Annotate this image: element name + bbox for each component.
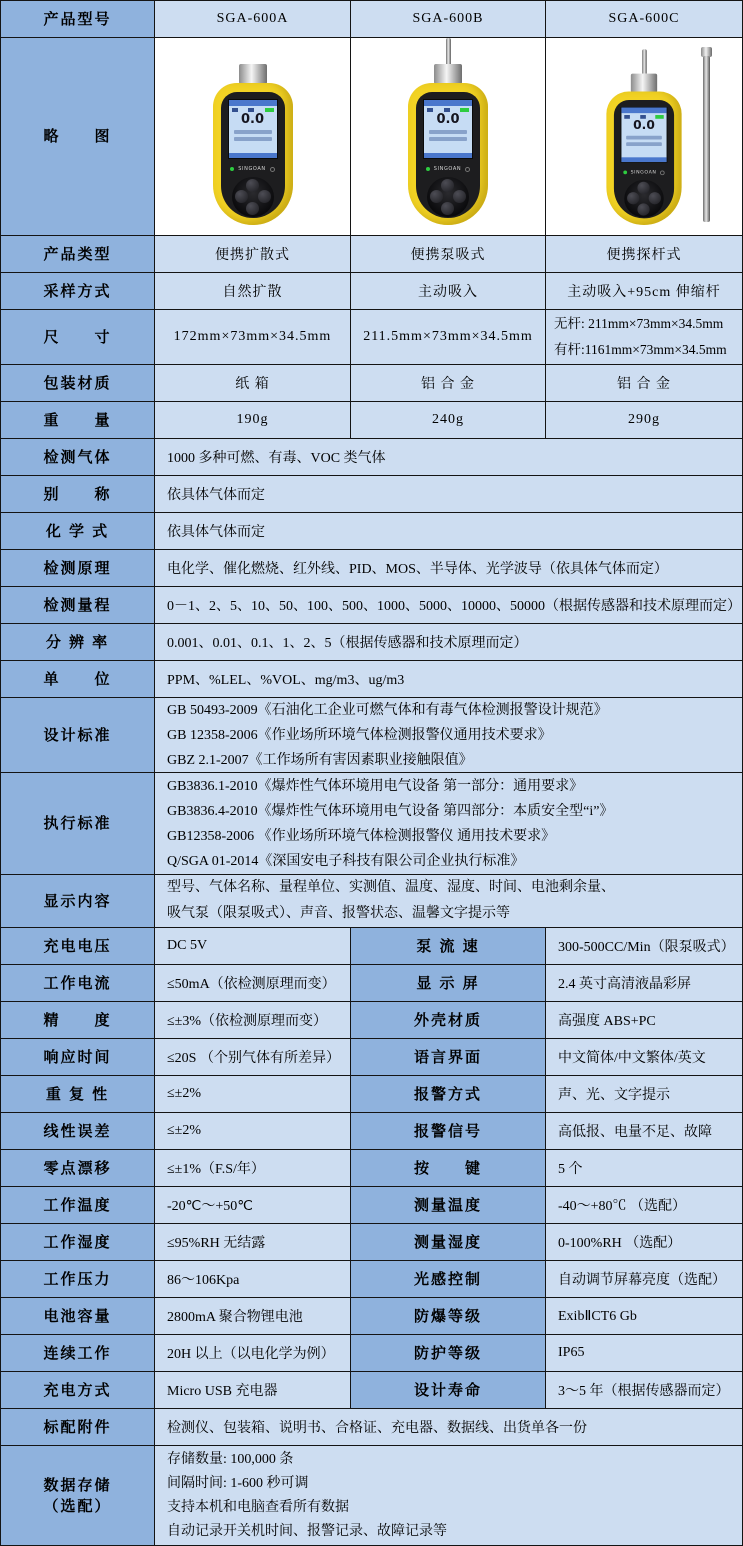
standard-line: Q/SGA 01-2014《深国安电子科技有限公司企业执行标准》 bbox=[167, 853, 525, 869]
spec-label-left: 精 度 bbox=[1, 1002, 155, 1039]
gas-reading: 0.0 bbox=[436, 112, 460, 127]
spec-value-left: DC 5V bbox=[155, 928, 351, 965]
spec-label-left: 电池容量 bbox=[1, 1298, 155, 1335]
device-screen bbox=[621, 107, 668, 163]
dimensions-c-line: 有杆:1161mm×73mm×34.5mm bbox=[554, 342, 727, 357]
spec-label-right: 防护等级 bbox=[351, 1335, 546, 1372]
spec-label-right: 光感控制 bbox=[351, 1261, 546, 1298]
spec-value-right: 声、光、文字提示 bbox=[546, 1076, 742, 1113]
row-value: 依具体气体而定 bbox=[155, 476, 742, 513]
row-value: 电化学、催化燃烧、红外线、PID、MOS、半导体、光学波导（依具体气体而定） bbox=[155, 550, 742, 587]
spec-label-right: 报警方式 bbox=[351, 1076, 546, 1113]
speaker-icon bbox=[427, 108, 433, 112]
button-pad bbox=[624, 180, 663, 218]
spec-label-left: 工作温度 bbox=[1, 1187, 155, 1224]
detector-body bbox=[606, 92, 681, 225]
device-illustration-a bbox=[213, 64, 293, 225]
spec-label-left: 充电电压 bbox=[1, 928, 155, 965]
device-screen bbox=[423, 99, 473, 159]
brand-logo: SINGOAN bbox=[433, 165, 462, 172]
standard-line: GB 12358-2006《作业场所环境气体检测报警仪通用技术要求》 bbox=[167, 727, 552, 743]
standard-line: GB 50493-2009《石油化工企业可燃气体和有毒气体检测报警设计规范》 bbox=[167, 702, 608, 718]
dimensions-b: 211.5mm×73mm×34.5mm bbox=[351, 310, 546, 365]
row-label: 检测气体 bbox=[1, 439, 155, 476]
exec-standards-value bbox=[155, 773, 742, 875]
spec-value-left: ≤±2% bbox=[155, 1113, 351, 1150]
cell-value-c: 290g bbox=[546, 402, 742, 439]
device-screen bbox=[228, 99, 278, 159]
spec-label-left: 工作压力 bbox=[1, 1261, 155, 1298]
table-row bbox=[1, 273, 742, 310]
button-pad bbox=[427, 177, 469, 217]
spec-label-right: 防爆等级 bbox=[351, 1298, 546, 1335]
data-storage-line: 自动记录开关机时间、报警记录、故障记录等 bbox=[167, 1523, 447, 1539]
table-row-spec bbox=[1, 1224, 742, 1261]
spec-label-right: 测量温度 bbox=[351, 1187, 546, 1224]
power-icon bbox=[270, 167, 275, 172]
spec-value-left: 20H 以上（以电化学为例） bbox=[155, 1335, 351, 1372]
dimensions-c bbox=[546, 310, 742, 365]
row-label-accessories: 标配附件 bbox=[1, 1409, 155, 1446]
cell-value-a: 纸 箱 bbox=[155, 365, 351, 402]
spec-label-left: 线性误差 bbox=[1, 1113, 155, 1150]
gas-reading: 0.0 bbox=[240, 112, 265, 127]
spec-label-right: 外壳材质 bbox=[351, 1002, 546, 1039]
standard-line: GB3836.4-2010《爆炸性气体环境用电气设备 第四部分：本质安全型“i”》 bbox=[167, 803, 614, 819]
row-label: 检测量程 bbox=[1, 587, 155, 624]
row-label-design-standards: 设计标准 bbox=[1, 698, 155, 773]
device-illustration-b bbox=[408, 38, 488, 225]
model-name-b: SGA-600B bbox=[351, 1, 546, 38]
spec-label-left: 工作电流 bbox=[1, 965, 155, 1002]
spec-value-right: -40～+80℃ （选配） bbox=[546, 1187, 742, 1224]
row-label-dimensions: 尺 寸 bbox=[1, 310, 155, 365]
row-label: 采样方式 bbox=[1, 273, 155, 310]
table-row-spec bbox=[1, 928, 742, 965]
dimensions-c-line: 无杆: 211mm×73mm×34.5mm bbox=[554, 316, 724, 331]
table-row-spec bbox=[1, 1113, 742, 1150]
spec-label-left: 响应时间 bbox=[1, 1039, 155, 1076]
pump-probe bbox=[446, 38, 451, 64]
table-row-design-standards bbox=[1, 698, 742, 773]
accessories-value: 检测仪、包装箱、说明书、合格证、充电器、数据线、出货单各一份 bbox=[155, 1409, 742, 1446]
table-row-data-storage bbox=[1, 1446, 742, 1545]
spec-label-right: 泵 流 速 bbox=[351, 928, 546, 965]
table-row-spec bbox=[1, 1372, 742, 1409]
row-label-model: 产品型号 bbox=[1, 1, 155, 38]
spec-value-left: ≤±3%（依检测原理而变） bbox=[155, 1002, 351, 1039]
spec-value-right: 高低报、电量不足、故障 bbox=[546, 1113, 742, 1150]
spec-value-right: 自动调节屏幕亮度（选配） bbox=[546, 1261, 742, 1298]
gas-reading: 0.0 bbox=[633, 118, 655, 133]
row-label: 包装材质 bbox=[1, 365, 155, 402]
table-row bbox=[1, 439, 742, 476]
spec-value-left: ≤±2% bbox=[155, 1076, 351, 1113]
spec-label-right: 报警信号 bbox=[351, 1113, 546, 1150]
telescopic-rod bbox=[703, 56, 710, 222]
spec-value-right: 中文简体/中文繁体/英文 bbox=[546, 1039, 742, 1076]
battery-icon bbox=[265, 108, 274, 112]
spec-value-right: 3～5 年（根据传感器而定） bbox=[546, 1372, 742, 1409]
spec-value-left: ≤20S （个别气体有所差异） bbox=[155, 1039, 351, 1076]
table-row-spec bbox=[1, 1298, 742, 1335]
spec-value-left: Micro USB 充电器 bbox=[155, 1372, 351, 1409]
spec-value-right: ExibⅡCT6 Gb bbox=[546, 1298, 742, 1335]
battery-icon bbox=[460, 108, 469, 112]
spec-label-left: 充电方式 bbox=[1, 1372, 155, 1409]
status-led bbox=[230, 167, 234, 171]
table-row-display-content bbox=[1, 875, 742, 928]
table-row bbox=[1, 587, 742, 624]
display-content-value bbox=[155, 875, 742, 928]
screen-status-bar bbox=[621, 157, 666, 162]
battery-icon bbox=[655, 115, 663, 119]
cell-value-a: 190g bbox=[155, 402, 351, 439]
row-value: PPM、%LEL、%VOL、mg/m3、ug/m3 bbox=[155, 661, 742, 698]
detector-body bbox=[213, 83, 293, 225]
table-row bbox=[1, 236, 742, 273]
row-value: 0－1、2、5、10、50、100、500、1000、5000、10000、50000（根据传感器和技术原理而定） bbox=[155, 587, 742, 624]
data-storage-line: 存储数量: 100,000 条 bbox=[167, 1451, 294, 1467]
screen-status-bar bbox=[229, 153, 277, 158]
spec-value-right: 300-500CC/Min（限泵吸式） bbox=[546, 928, 742, 965]
spec-value-left: 86～106Kpa bbox=[155, 1261, 351, 1298]
power-icon bbox=[465, 167, 470, 172]
data-storage-label-line: 数据存储 bbox=[43, 1476, 112, 1494]
spec-label-left: 工作湿度 bbox=[1, 1224, 155, 1261]
standard-line: GB12358-2006 《作业场所环境气体检测报警仪 通用技术要求》 bbox=[167, 828, 556, 844]
speaker-icon bbox=[624, 115, 630, 119]
row-label: 检测原理 bbox=[1, 550, 155, 587]
data-storage-line: 间隔时间: 1-600 秒可调 bbox=[167, 1475, 309, 1491]
status-led bbox=[623, 170, 627, 174]
product-image-sga600c bbox=[546, 38, 742, 236]
spec-label-left: 连续工作 bbox=[1, 1335, 155, 1372]
cell-value-a: 自然扩散 bbox=[155, 273, 351, 310]
row-label-data-storage bbox=[1, 1446, 155, 1545]
row-label: 别 称 bbox=[1, 476, 155, 513]
spec-value-right: 5 个 bbox=[546, 1150, 742, 1187]
pump-probe bbox=[642, 49, 647, 73]
device-illustration-c bbox=[606, 49, 681, 225]
screen-status-bar bbox=[424, 153, 472, 158]
table-row-spec bbox=[1, 1261, 742, 1298]
speaker-icon bbox=[232, 108, 238, 112]
row-label-exec-standards: 执行标准 bbox=[1, 773, 155, 875]
status-led bbox=[426, 167, 430, 171]
row-label-display-content: 显示内容 bbox=[1, 875, 155, 928]
table-row-spec bbox=[1, 1150, 742, 1187]
data-storage-line: 支持本机和电脑查看所有数据 bbox=[167, 1499, 349, 1515]
design-standards-value bbox=[155, 698, 742, 773]
row-label: 重 量 bbox=[1, 402, 155, 439]
table-row-spec bbox=[1, 1076, 742, 1113]
data-storage-label-line: （选配） bbox=[43, 1497, 112, 1515]
row-value: 0.001、0.01、0.1、1、2、5（根据传感器和技术原理而定） bbox=[155, 624, 742, 661]
cell-value-b: 铝 合 金 bbox=[351, 365, 546, 402]
spec-value-right: 高强度 ABS+PC bbox=[546, 1002, 742, 1039]
spec-label-right: 按 键 bbox=[351, 1150, 546, 1187]
cell-value-b: 240g bbox=[351, 402, 546, 439]
table-row bbox=[1, 550, 742, 587]
detector-body bbox=[408, 83, 488, 225]
spec-label-left: 零点漂移 bbox=[1, 1150, 155, 1187]
cell-value-a: 便携扩散式 bbox=[155, 236, 351, 273]
row-value: 依具体气体而定 bbox=[155, 513, 742, 550]
sensor-cap bbox=[239, 64, 267, 84]
spec-label-right: 语言界面 bbox=[351, 1039, 546, 1076]
spec-label-right: 测量湿度 bbox=[351, 1224, 546, 1261]
model-name-a: SGA-600A bbox=[155, 1, 351, 38]
display-content-line: 型号、气体名称、量程单位、实测值、温度、湿度、时间、电池剩余量、 bbox=[167, 880, 615, 895]
standard-line: GBZ 2.1-2007《工作场所有害因素职业接触限值》 bbox=[167, 752, 473, 768]
dimensions-a: 172mm×73mm×34.5mm bbox=[155, 310, 351, 365]
spec-value-left: -20℃～+50℃ bbox=[155, 1187, 351, 1224]
table-row-spec bbox=[1, 965, 742, 1002]
table-row-spec bbox=[1, 1335, 742, 1372]
cell-value-c: 便携探杆式 bbox=[546, 236, 742, 273]
cell-value-c: 主动吸入+95cm 伸缩杆 bbox=[546, 273, 742, 310]
brand-logo: SINGOAN bbox=[630, 169, 657, 175]
product-image-sga600a bbox=[155, 38, 351, 236]
table-row bbox=[1, 365, 742, 402]
spec-value-right: IP65 bbox=[546, 1335, 742, 1372]
spec-label-right: 设计寿命 bbox=[351, 1372, 546, 1409]
display-content-line: 吸气泵（限泵吸式）、声音、报警状态、温馨文字提示等 bbox=[167, 906, 510, 921]
table-row-spec bbox=[1, 1002, 742, 1039]
row-value: 1000 多种可燃、有毒、VOC 类气体 bbox=[155, 439, 742, 476]
row-label-sketch: 略 图 bbox=[1, 38, 155, 236]
model-name-c: SGA-600C bbox=[546, 1, 742, 38]
spec-value-right: 2.4 英寸高清液晶彩屏 bbox=[546, 965, 742, 1002]
spec-label-right: 显 示 屏 bbox=[351, 965, 546, 1002]
spec-value-left: ≤95%RH 无结露 bbox=[155, 1224, 351, 1261]
spec-value-left: 2800mA 聚合物锂电池 bbox=[155, 1298, 351, 1335]
table-row bbox=[1, 513, 742, 550]
table-row bbox=[1, 402, 742, 439]
cell-value-c: 铝 合 金 bbox=[546, 365, 742, 402]
button-pad bbox=[232, 177, 274, 217]
table-row-model bbox=[1, 1, 742, 38]
row-label: 分 辨 率 bbox=[1, 624, 155, 661]
row-label: 产品类型 bbox=[1, 236, 155, 273]
spec-label-left: 重 复 性 bbox=[1, 1076, 155, 1113]
table-row-spec bbox=[1, 1039, 742, 1076]
table-row bbox=[1, 661, 742, 698]
sensor-cap bbox=[434, 64, 462, 84]
table-row bbox=[1, 624, 742, 661]
brand-logo: SINGOAN bbox=[238, 165, 266, 172]
table-row-dimensions bbox=[1, 310, 742, 365]
data-storage-value bbox=[155, 1446, 742, 1545]
spec-value-left: ≤50mA（依检测原理而变） bbox=[155, 965, 351, 1002]
table-row-exec-standards bbox=[1, 773, 742, 875]
power-icon bbox=[660, 170, 665, 175]
standard-line: GB3836.1-2010《爆炸性气体环境用电气设备 第一部分：通用要求》 bbox=[167, 778, 584, 794]
spec-value-left: ≤±1%（F.S/年） bbox=[155, 1150, 351, 1187]
sensor-cap bbox=[631, 74, 657, 93]
table-row-sketch bbox=[1, 38, 742, 236]
row-label: 单 位 bbox=[1, 661, 155, 698]
table-row-accessories bbox=[1, 1409, 742, 1446]
table-row-spec bbox=[1, 1187, 742, 1224]
table-row bbox=[1, 476, 742, 513]
spec-value-right: 0-100%RH （选配） bbox=[546, 1224, 742, 1261]
cell-value-b: 便携泵吸式 bbox=[351, 236, 546, 273]
cell-value-b: 主动吸入 bbox=[351, 273, 546, 310]
product-image-sga600b bbox=[351, 38, 546, 236]
row-label: 化 学 式 bbox=[1, 513, 155, 550]
